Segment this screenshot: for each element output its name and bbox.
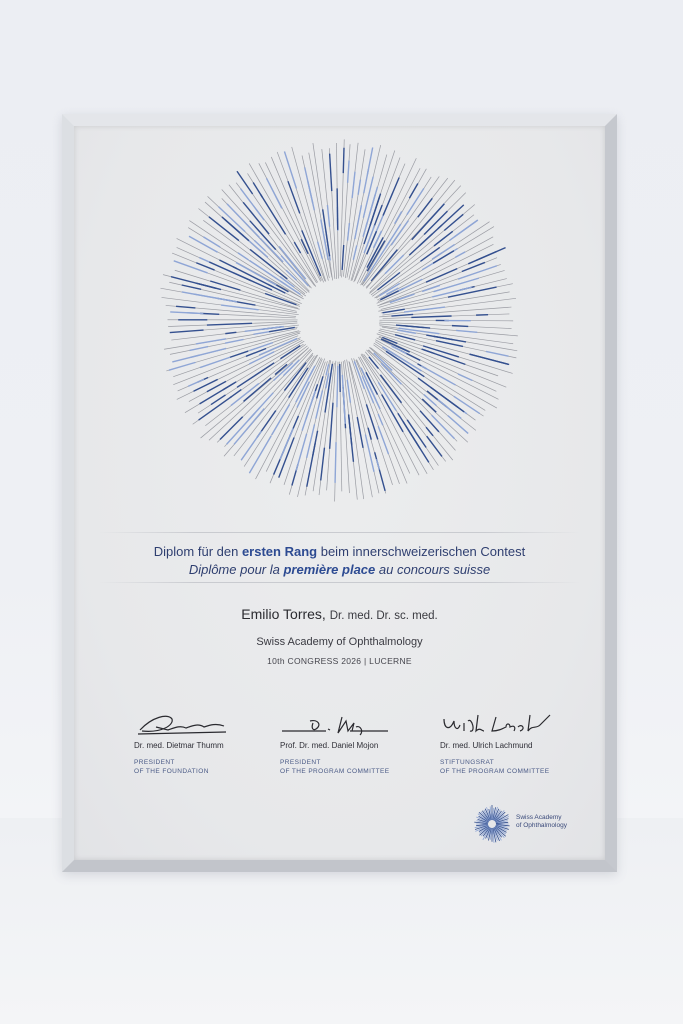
divider-top xyxy=(98,532,581,533)
burst-ray-segment xyxy=(448,416,468,434)
burst-ray-segment xyxy=(368,428,371,440)
burst-ray-segment xyxy=(456,330,477,332)
burst-ray-segment xyxy=(288,181,300,213)
handwritten-signature xyxy=(280,711,390,737)
burst-ray-segment xyxy=(438,400,461,419)
burst-ray-segment xyxy=(279,246,306,279)
burst-ray-segment xyxy=(170,330,204,333)
burst-ray-segment xyxy=(189,236,218,252)
burst-ray-segment xyxy=(391,221,408,246)
congress-line: 10th CONGRESS 2026 | LUCERNE xyxy=(267,656,412,666)
signatory-role: PRESIDENT xyxy=(280,759,321,766)
burst-ray-segment xyxy=(426,335,466,342)
handwritten-signature xyxy=(440,711,556,737)
burst-ray-segment xyxy=(200,357,230,367)
burst-ray-segment xyxy=(403,326,430,328)
burst-ray-segment xyxy=(207,323,252,325)
signatory-name: Prof. Dr. med. Daniel Mojon xyxy=(280,741,379,750)
burst-ray-segment xyxy=(411,316,451,317)
burst-ray-segment xyxy=(403,421,429,462)
signatory-role: PRESIDENT xyxy=(134,759,175,766)
diploma-title-french: Diplôme pour la première place au concours suisse xyxy=(188,562,491,577)
burst-ray-segment xyxy=(221,305,259,310)
burst-ray-segment xyxy=(237,363,274,388)
burst-ray-segment xyxy=(238,253,249,260)
burst-ray-segment xyxy=(348,161,349,183)
burst-ray-segment xyxy=(422,399,436,412)
burst-ray-segment xyxy=(438,244,455,255)
burst-ray-segment xyxy=(391,314,413,316)
signatory-name: Dr. med. Dietmar Thumm xyxy=(134,741,224,750)
burst-ray-segment xyxy=(434,231,453,246)
divider-bottom xyxy=(98,582,581,583)
burst-ray-segment xyxy=(170,312,203,314)
burst-ray-segment xyxy=(188,379,204,386)
burst-ray-segment xyxy=(378,414,383,425)
burst-ray-segment xyxy=(227,204,260,238)
academy-logo-icon xyxy=(472,804,512,844)
burst-ray-segment xyxy=(436,341,463,347)
burst-ray-segment xyxy=(225,339,244,343)
burst-ray-segment xyxy=(370,194,380,226)
burst-ray-segment xyxy=(348,223,350,241)
burst-ray-segment xyxy=(363,177,373,218)
burst-ray-segment xyxy=(335,442,336,483)
burst-ray-segment xyxy=(237,171,253,194)
burst-ray-segment xyxy=(182,285,201,289)
burst-ray-segment xyxy=(462,262,485,271)
burst-ray-segment xyxy=(176,306,195,308)
burst-ray-segment xyxy=(377,459,380,469)
burst-ray-segment xyxy=(174,261,208,273)
burst-ray xyxy=(277,152,325,281)
burst-ray-segment xyxy=(357,417,363,448)
signatory-role-detail: OF THE PROGRAM COMMITTEE xyxy=(280,768,390,775)
signature-block-mojon xyxy=(280,711,430,776)
signatory-role-detail: OF THE PROGRAM COMMITTEE xyxy=(440,768,550,775)
burst-ray-segment xyxy=(349,415,351,435)
burst-ray-segment xyxy=(373,205,382,228)
burst-ray-segment xyxy=(260,238,283,262)
burst-ray-segment xyxy=(302,230,321,275)
burst-ray-segment xyxy=(352,172,355,198)
burst-ray-segment xyxy=(330,403,333,449)
burst-ray xyxy=(189,340,302,401)
burst-ray-segment xyxy=(225,332,236,333)
burst-ray-segment xyxy=(432,287,471,297)
burst-ray-segment xyxy=(194,379,218,391)
signature-block-lachmund xyxy=(440,711,590,776)
recipient-name: Emilio Torres, xyxy=(241,606,326,622)
burst-ray-segment xyxy=(373,231,381,248)
burst-ray-segment xyxy=(444,214,463,230)
burst-ray-segment xyxy=(196,339,226,344)
burst-ray-segment xyxy=(404,307,445,312)
burst-ray-segment xyxy=(316,390,323,418)
burst-ray-segment xyxy=(420,411,439,432)
burst-ray xyxy=(379,336,506,387)
signature-block-thumm xyxy=(134,711,284,776)
logo-text-line1: Swiss Academy xyxy=(516,814,562,821)
burst-ray-segment xyxy=(343,385,345,424)
burst-ray-segment xyxy=(244,378,272,402)
burst-ray-segment xyxy=(337,188,338,230)
signatory-role-detail: OF THE FOUNDATION xyxy=(134,768,209,775)
diploma-title-german: Diplom für den ersten Rang beim innerschweizerischen Contest xyxy=(153,544,526,559)
burst-ray-segment xyxy=(378,426,388,454)
burst-ray-segment xyxy=(343,148,344,173)
signatory-name: Dr. med. Ulrich Lachmund xyxy=(440,741,533,750)
burst-rays xyxy=(160,139,517,501)
burst-ray-segment xyxy=(169,362,196,370)
burst-ray-segment xyxy=(470,354,509,364)
burst-ray-segment xyxy=(223,382,236,390)
burst-ray-segment xyxy=(294,242,300,253)
burst-ray-segment xyxy=(362,376,373,403)
burst-ray-segment xyxy=(246,348,266,356)
burst-ray-segment xyxy=(330,154,332,191)
burst-ray-segment xyxy=(358,180,360,195)
burst-ray-segment xyxy=(452,326,468,327)
burst-ray-segment xyxy=(342,245,344,270)
burst-ray-segment xyxy=(321,448,325,481)
burst-ray-segment xyxy=(458,374,472,381)
burst-ray-segment xyxy=(455,252,465,257)
burst-ray-segment xyxy=(395,211,402,223)
burst-ray-segment xyxy=(427,436,442,456)
burst-ray-segment xyxy=(426,427,433,436)
burst-ray-segment xyxy=(234,409,264,445)
burst-ray-segment xyxy=(418,198,432,217)
handwritten-signature xyxy=(134,711,230,737)
burst-ray-segment xyxy=(171,277,216,289)
burst-ray-segment xyxy=(243,202,269,234)
recipient xyxy=(74,606,605,622)
burst-ray-segment xyxy=(458,266,497,279)
burst-ray-segment xyxy=(367,148,372,175)
logo-text-line2: of Ophthalmology xyxy=(516,822,567,829)
academy-logo-text xyxy=(516,814,567,830)
burst-ray-segment xyxy=(182,292,231,301)
burst-ray-segment xyxy=(347,380,350,403)
burst-ray-segment xyxy=(267,178,282,208)
burst-ray-segment xyxy=(448,287,497,297)
burst-ray-segment xyxy=(327,205,329,227)
signatory-role: STIFTUNGSRAT xyxy=(440,759,495,766)
burst-ray-segment xyxy=(486,351,508,356)
burst-ray-segment xyxy=(374,353,393,371)
burst-ray-segment xyxy=(220,417,243,440)
academy-name: Swiss Academy of Ophthalmology xyxy=(256,636,423,648)
recipient-degrees: Dr. med. Dr. sc. med. xyxy=(329,610,438,622)
burst-ray-segment xyxy=(253,332,269,335)
burst-ray-segment xyxy=(190,347,209,351)
burst-ray-segment xyxy=(353,245,356,259)
certificate-paper xyxy=(74,126,605,860)
burst-ray-segment xyxy=(337,366,338,407)
burst-ray-segment xyxy=(351,438,353,462)
burst-ray-segment xyxy=(210,281,240,290)
picture-frame xyxy=(62,114,617,872)
